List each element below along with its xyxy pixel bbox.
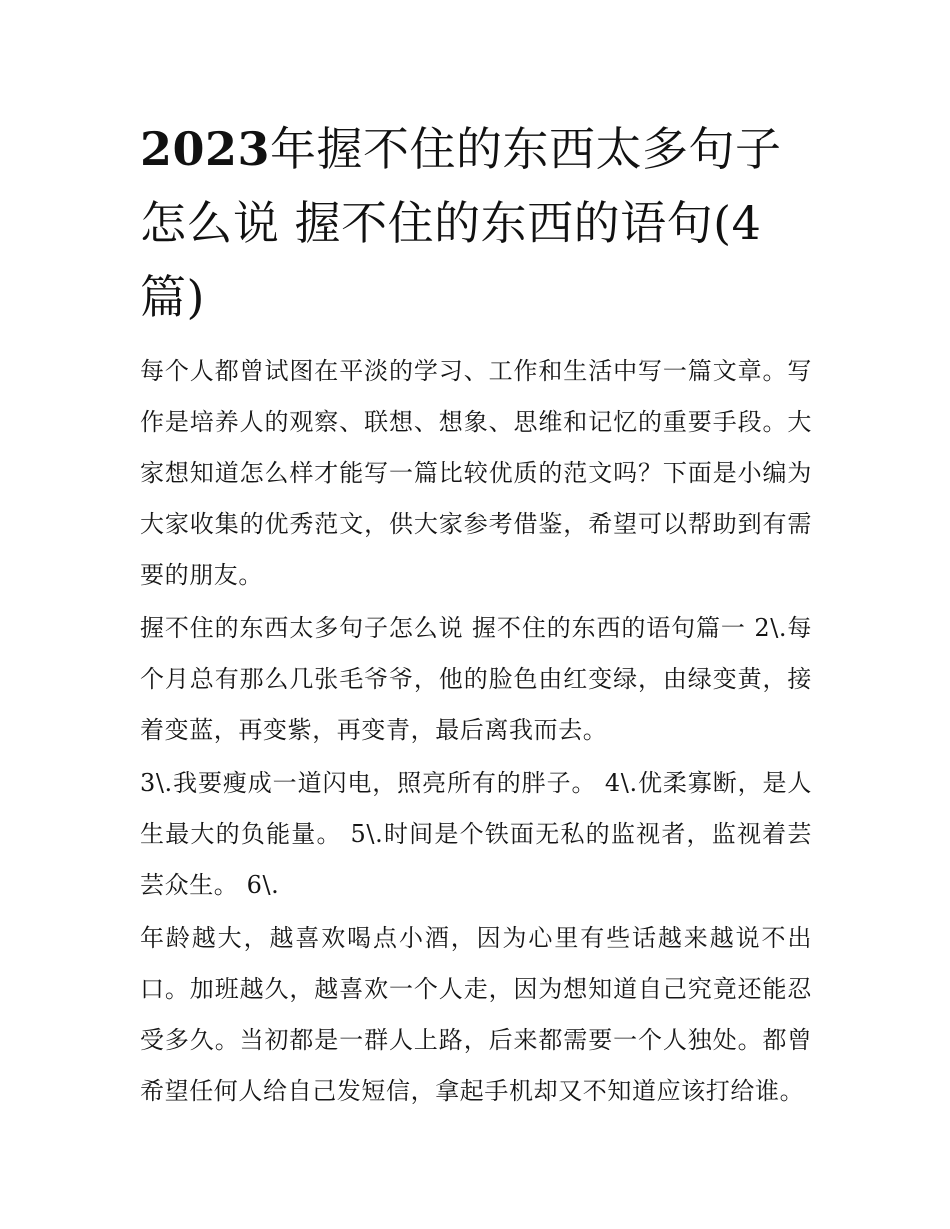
document-body	[140, 112, 812, 1119]
title-text: 年握不住的东西太多句子怎么说 握不住的东西的语句(4篇)	[140, 122, 782, 324]
paragraph-quotes: 3\.我要瘦成一道闪电，照亮所有的胖子。 4\.优柔寡断，是人生最大的负能量。 5\.时间是个铁面无私的监视者，监视着芸芸众生。 6\.	[140, 769, 812, 899]
document-title	[140, 112, 812, 334]
paragraph-article-one: 握不住的东西太多句子怎么说 握不住的东西的语句篇一 2\.每个月总有那么几张毛爷爷，他的脸色由红变绿，由绿变黄，接着变蓝，再变紫，再变青，最后离我而去。	[140, 614, 812, 744]
title-year: 2023	[140, 122, 271, 176]
paragraph-age-reflection: 年龄越大，越喜欢喝点小酒，因为心里有些话越来越说不出口。加班越久，越喜欢一个人走，因为想知道自己究竟还能忍受多久。当初都是一群人上路，后来都需要一个人独处。都曾希望任何人给自己发短信，拿起手机却又不知道应该打给谁。	[140, 924, 812, 1105]
paragraph-intro: 每个人都曾试图在平淡的学习、工作和生活中写一篇文章。写作是培养人的观察、联想、想象、思维和记忆的重要手段。大家想知道怎么样才能写一篇比较优质的范文吗？下面是小编为大家收集的优秀范文，供大家参考借鉴，希望可以帮助到有需要的朋友。	[140, 357, 812, 589]
